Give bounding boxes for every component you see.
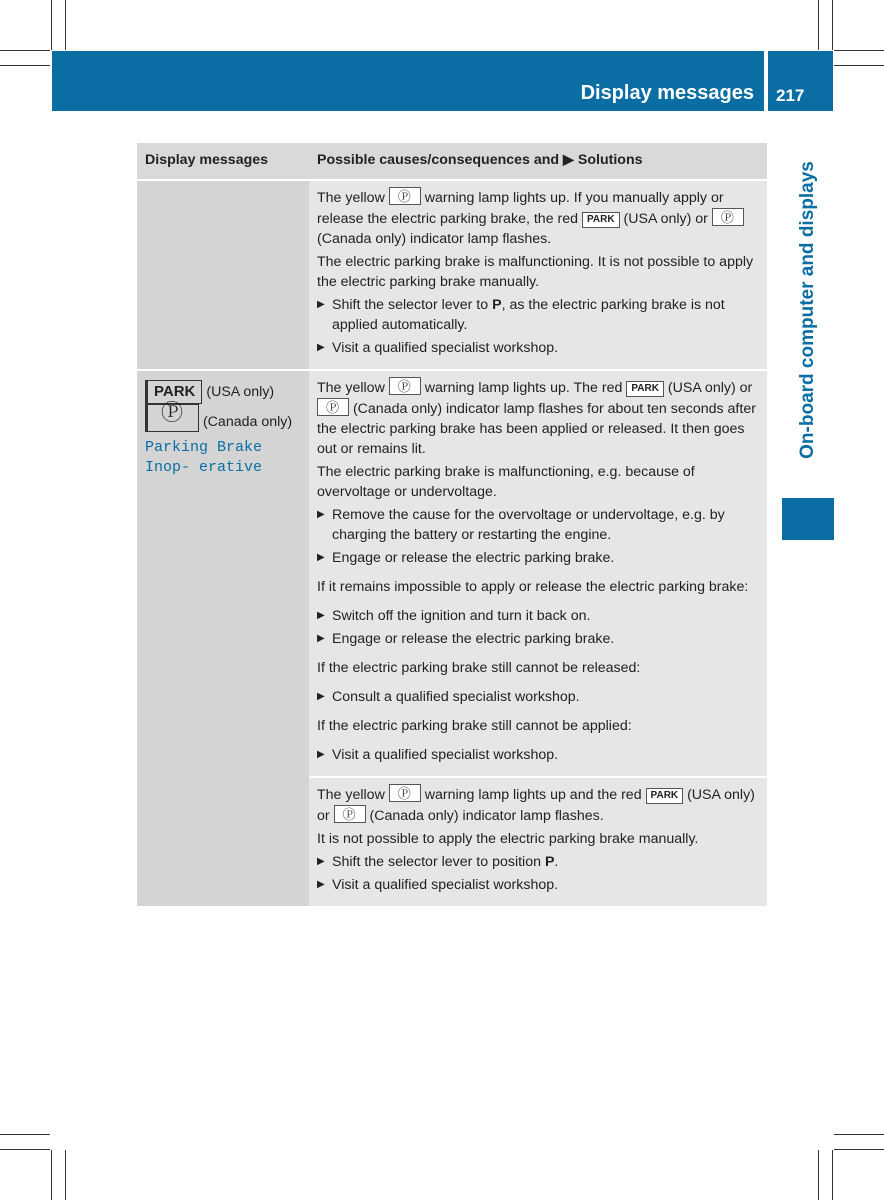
park-indicator-icon: PARK — [145, 380, 202, 404]
text: (USA only) or — [663, 380, 753, 396]
crop-mark — [51, 1150, 52, 1200]
park-indicator-icon: PARK — [582, 212, 620, 228]
display-cell — [137, 370, 309, 906]
text: (USA only) or — [619, 211, 712, 227]
crop-mark — [834, 50, 884, 51]
chapter-title: On-board computer and displays — [797, 161, 818, 459]
crop-mark — [0, 1134, 50, 1135]
page-title: Display messages — [580, 82, 754, 104]
instruction-step — [317, 852, 759, 872]
page-header — [52, 51, 764, 111]
text: . — [554, 854, 559, 870]
crop-mark — [832, 1150, 833, 1200]
display-indicator — [145, 380, 301, 432]
parking-brake-icon — [145, 404, 199, 432]
table-header-row — [137, 143, 767, 180]
crop-mark — [0, 50, 50, 51]
text: The yellow — [317, 787, 389, 803]
instruction-step: ▶ Switch off the ignition and turn it back on. — [317, 606, 759, 626]
table-row — [137, 180, 767, 370]
crop-mark — [51, 0, 52, 50]
crop-mark — [832, 0, 833, 50]
causes-cell — [309, 180, 767, 370]
page-number: 217 — [776, 86, 805, 105]
text: The yellow — [317, 190, 389, 206]
chapter-marker — [782, 498, 834, 540]
instruction-step: ▶ Visit a qualified specialist workshop. — [317, 875, 759, 895]
parking-brake-icon — [334, 805, 366, 823]
crop-mark — [818, 0, 819, 50]
crop-mark — [834, 65, 884, 66]
text: The yellow — [317, 380, 389, 396]
col-header-display-messages: Display messages — [137, 143, 309, 180]
text: warning lamp lights up and the red — [420, 787, 646, 803]
parking-brake-icon — [712, 208, 744, 226]
paragraph: If the electric parking brake still cannot be released: — [317, 660, 641, 676]
text: warning lamp lights up. The red — [420, 380, 627, 396]
display-message-text: Parking Brake Inop- erative — [145, 439, 263, 476]
instruction-step: ▶ Engage or release the electric parking brake. — [317, 629, 759, 649]
instruction-step: ▶ Consult a qualified specialist workshop. — [317, 687, 759, 707]
causes-cell — [309, 370, 767, 777]
text: , as the electric parking brake is not applied automatically. — [332, 297, 725, 333]
paragraph: If it remains impossible to apply or release the electric parking brake: — [317, 579, 749, 595]
paragraph: The electric parking brake is malfunctioning. It is not possible to apply the electric parking brake manually. — [317, 254, 754, 290]
crop-mark — [65, 1150, 66, 1200]
text: Shift the selector lever to position — [332, 854, 545, 870]
park-indicator-icon: PARK — [626, 381, 664, 397]
text: Shift the selector lever to — [332, 297, 493, 313]
text: (Canada only) indicator lamp flashes. — [317, 231, 552, 247]
display-messages-table — [137, 143, 767, 906]
crop-mark — [834, 1149, 884, 1150]
selector-position: P — [492, 297, 502, 313]
parking-brake-icon — [317, 398, 349, 416]
instruction-step: ▶ Visit a qualified specialist workshop. — [317, 338, 759, 358]
crop-mark — [834, 1134, 884, 1135]
crop-mark — [0, 1149, 50, 1150]
instruction-step — [317, 295, 759, 335]
causes-cell — [309, 777, 767, 906]
parking-brake-icon — [389, 377, 421, 395]
paragraph — [317, 187, 759, 249]
display-cell — [137, 180, 309, 370]
instruction-step: ▶ Remove the cause for the overvoltage or undervoltage, e.g. by charging the battery or restarting the engine. — [317, 505, 759, 545]
chapter-tab — [782, 130, 834, 490]
text: (USA only) or — [317, 787, 755, 824]
text: warning lamp lights up. If you manually apply or release the electric parking brake, the red — [317, 190, 724, 227]
paragraph — [317, 377, 759, 459]
paragraph — [317, 784, 759, 826]
paragraph: If the electric parking brake still cannot be applied: — [317, 718, 632, 734]
parking-brake-icon — [389, 187, 421, 205]
text: (Canada only) indicator lamp flashes. — [365, 808, 604, 824]
selector-position: P — [544, 854, 555, 870]
crop-mark — [818, 1150, 819, 1200]
col-header-causes-solutions: Possible causes/consequences and ▶ Solutions — [309, 143, 767, 180]
table-row — [137, 370, 767, 777]
instruction-step: ▶ Engage or release the electric parking brake. — [317, 548, 759, 568]
instruction-step: ▶ Visit a qualified specialist workshop. — [317, 745, 759, 765]
paragraph: The electric parking brake is malfunctioning, e.g. because of overvoltage or undervoltage. — [317, 464, 695, 500]
park-indicator-icon: PARK — [646, 788, 684, 804]
region-note-usa: (USA only) — [206, 384, 275, 400]
crop-mark — [0, 65, 50, 66]
text: (Canada only) indicator lamp flashes for about ten seconds after the electric parking brake has been applied or released. It then goes out or remains lit. — [317, 401, 756, 457]
page-number-box — [768, 51, 833, 111]
crop-mark — [65, 0, 66, 50]
parking-brake-icon — [389, 784, 421, 802]
region-note-canada: (Canada only) — [202, 414, 293, 430]
paragraph: It is not possible to apply the electric parking brake manually. — [317, 831, 699, 847]
